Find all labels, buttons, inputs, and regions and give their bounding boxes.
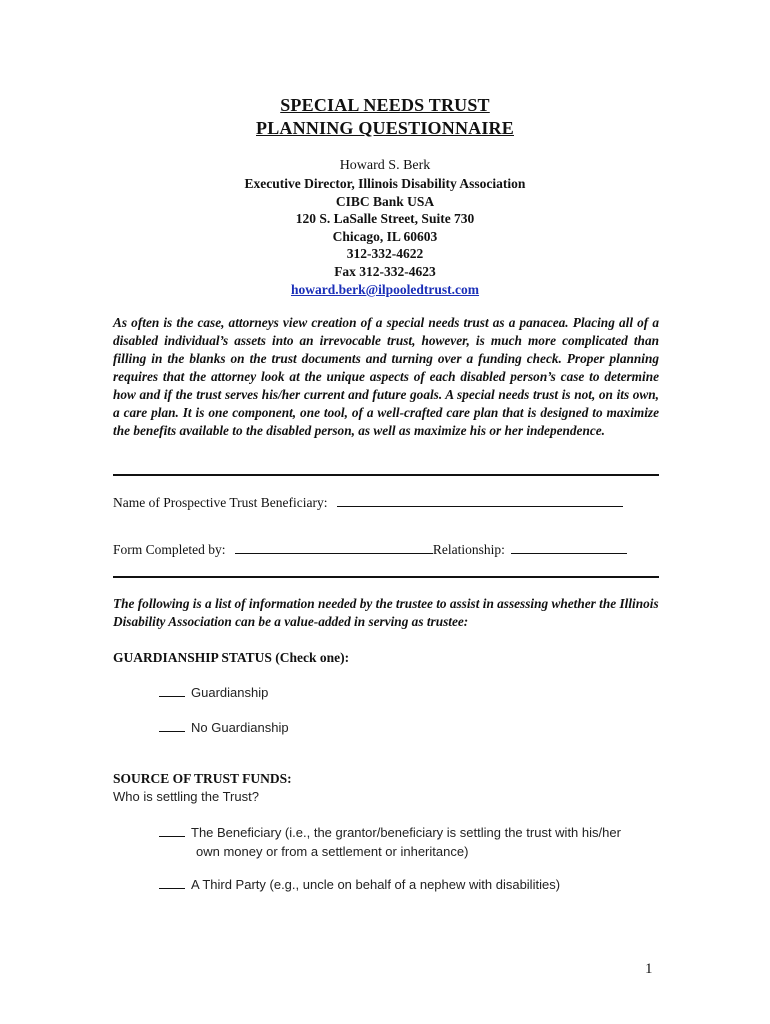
divider-top xyxy=(113,474,659,476)
source-of-funds-heading: SOURCE OF TRUST FUNDS: xyxy=(113,771,292,786)
no-guardianship-check-blank[interactable] xyxy=(159,719,185,732)
contact-email-row xyxy=(0,281,770,299)
contact-company: CIBC Bank USA xyxy=(335,194,435,209)
contact-fax: Fax 312-332-4623 xyxy=(334,264,436,279)
no-guardianship-option-label: No Guardianship xyxy=(191,720,289,735)
completed-by-input[interactable] xyxy=(235,541,433,554)
relationship-input[interactable] xyxy=(511,541,627,554)
relationship-label: Relationship: xyxy=(432,542,505,557)
beneficiary-name-input[interactable] xyxy=(337,494,623,507)
trustee-note-paragraph: The following is a list of information needed by the trustee to assist in assessing whether the Illinois Disability Association can be a value-added in serving as trustee: xyxy=(113,596,659,629)
contact-name: Howard S. Berk xyxy=(339,158,431,173)
guardianship-option xyxy=(159,684,268,700)
no-guardianship-option xyxy=(159,719,289,735)
contact-email-link[interactable]: howard.berk@ilpooledtrust.com xyxy=(290,282,480,297)
completed-by-field-row xyxy=(113,541,627,558)
contact-phone: 312-332-4622 xyxy=(346,246,424,261)
contact-street: 120 S. LaSalle Street, Suite 730 xyxy=(295,211,475,226)
guardianship-option-label: Guardianship xyxy=(191,685,269,700)
beneficiary-field-row xyxy=(113,494,623,511)
intro-paragraph: As often is the case, attorneys view creation of a special needs trust as a panacea. Placing all of a disabled individual’s assets into an irrevocable trust, however, is much more complicated than filling in the blanks on the trust documents and turning over a funding check. Proper planning requires that the attorney look at the unique aspects of each disabled person’s case to determine how and if the trust serves his/her current and future goals. A special needs trust is not, on its own, a care plan. It is one component, one tool, of a well-crafted care plan that is designed to maximize the benefits available to the disabled person, as well as maximize his or her independence. xyxy=(113,315,659,438)
guardianship-check-blank[interactable] xyxy=(159,684,185,697)
beneficiary-settlor-option xyxy=(159,823,659,861)
document-title-line-1: SPECIAL NEEDS TRUST xyxy=(280,95,490,115)
guardianship-heading: GUARDIANSHIP STATUS (Check one): xyxy=(113,650,350,665)
beneficiary-label: Name of Prospective Trust Beneficiary: xyxy=(113,495,328,510)
beneficiary-settlor-option-line-2: own money or from a settlement or inheritance) xyxy=(196,844,469,859)
page-number: 1 xyxy=(645,961,653,977)
source-of-funds-question: Who is settling the Trust? xyxy=(113,789,259,804)
completed-by-label: Form Completed by: xyxy=(113,542,226,557)
contact-position: Executive Director, Illinois Disability Association xyxy=(244,176,526,191)
document-title-line-2: PLANNING QUESTIONNAIRE xyxy=(256,118,514,138)
contact-city: Chicago, IL 60603 xyxy=(332,229,438,244)
divider-bottom xyxy=(113,576,659,578)
third-party-settlor-check-blank[interactable] xyxy=(159,876,185,889)
third-party-settlor-option xyxy=(159,876,560,892)
third-party-settlor-option-label: A Third Party (e.g., uncle on behalf of a nephew with disabilities) xyxy=(191,877,561,892)
beneficiary-settlor-option-line-1: The Beneficiary (i.e., the grantor/beneficiary is settling the trust with his/her xyxy=(191,825,621,840)
beneficiary-settlor-check-blank[interactable] xyxy=(159,824,185,837)
